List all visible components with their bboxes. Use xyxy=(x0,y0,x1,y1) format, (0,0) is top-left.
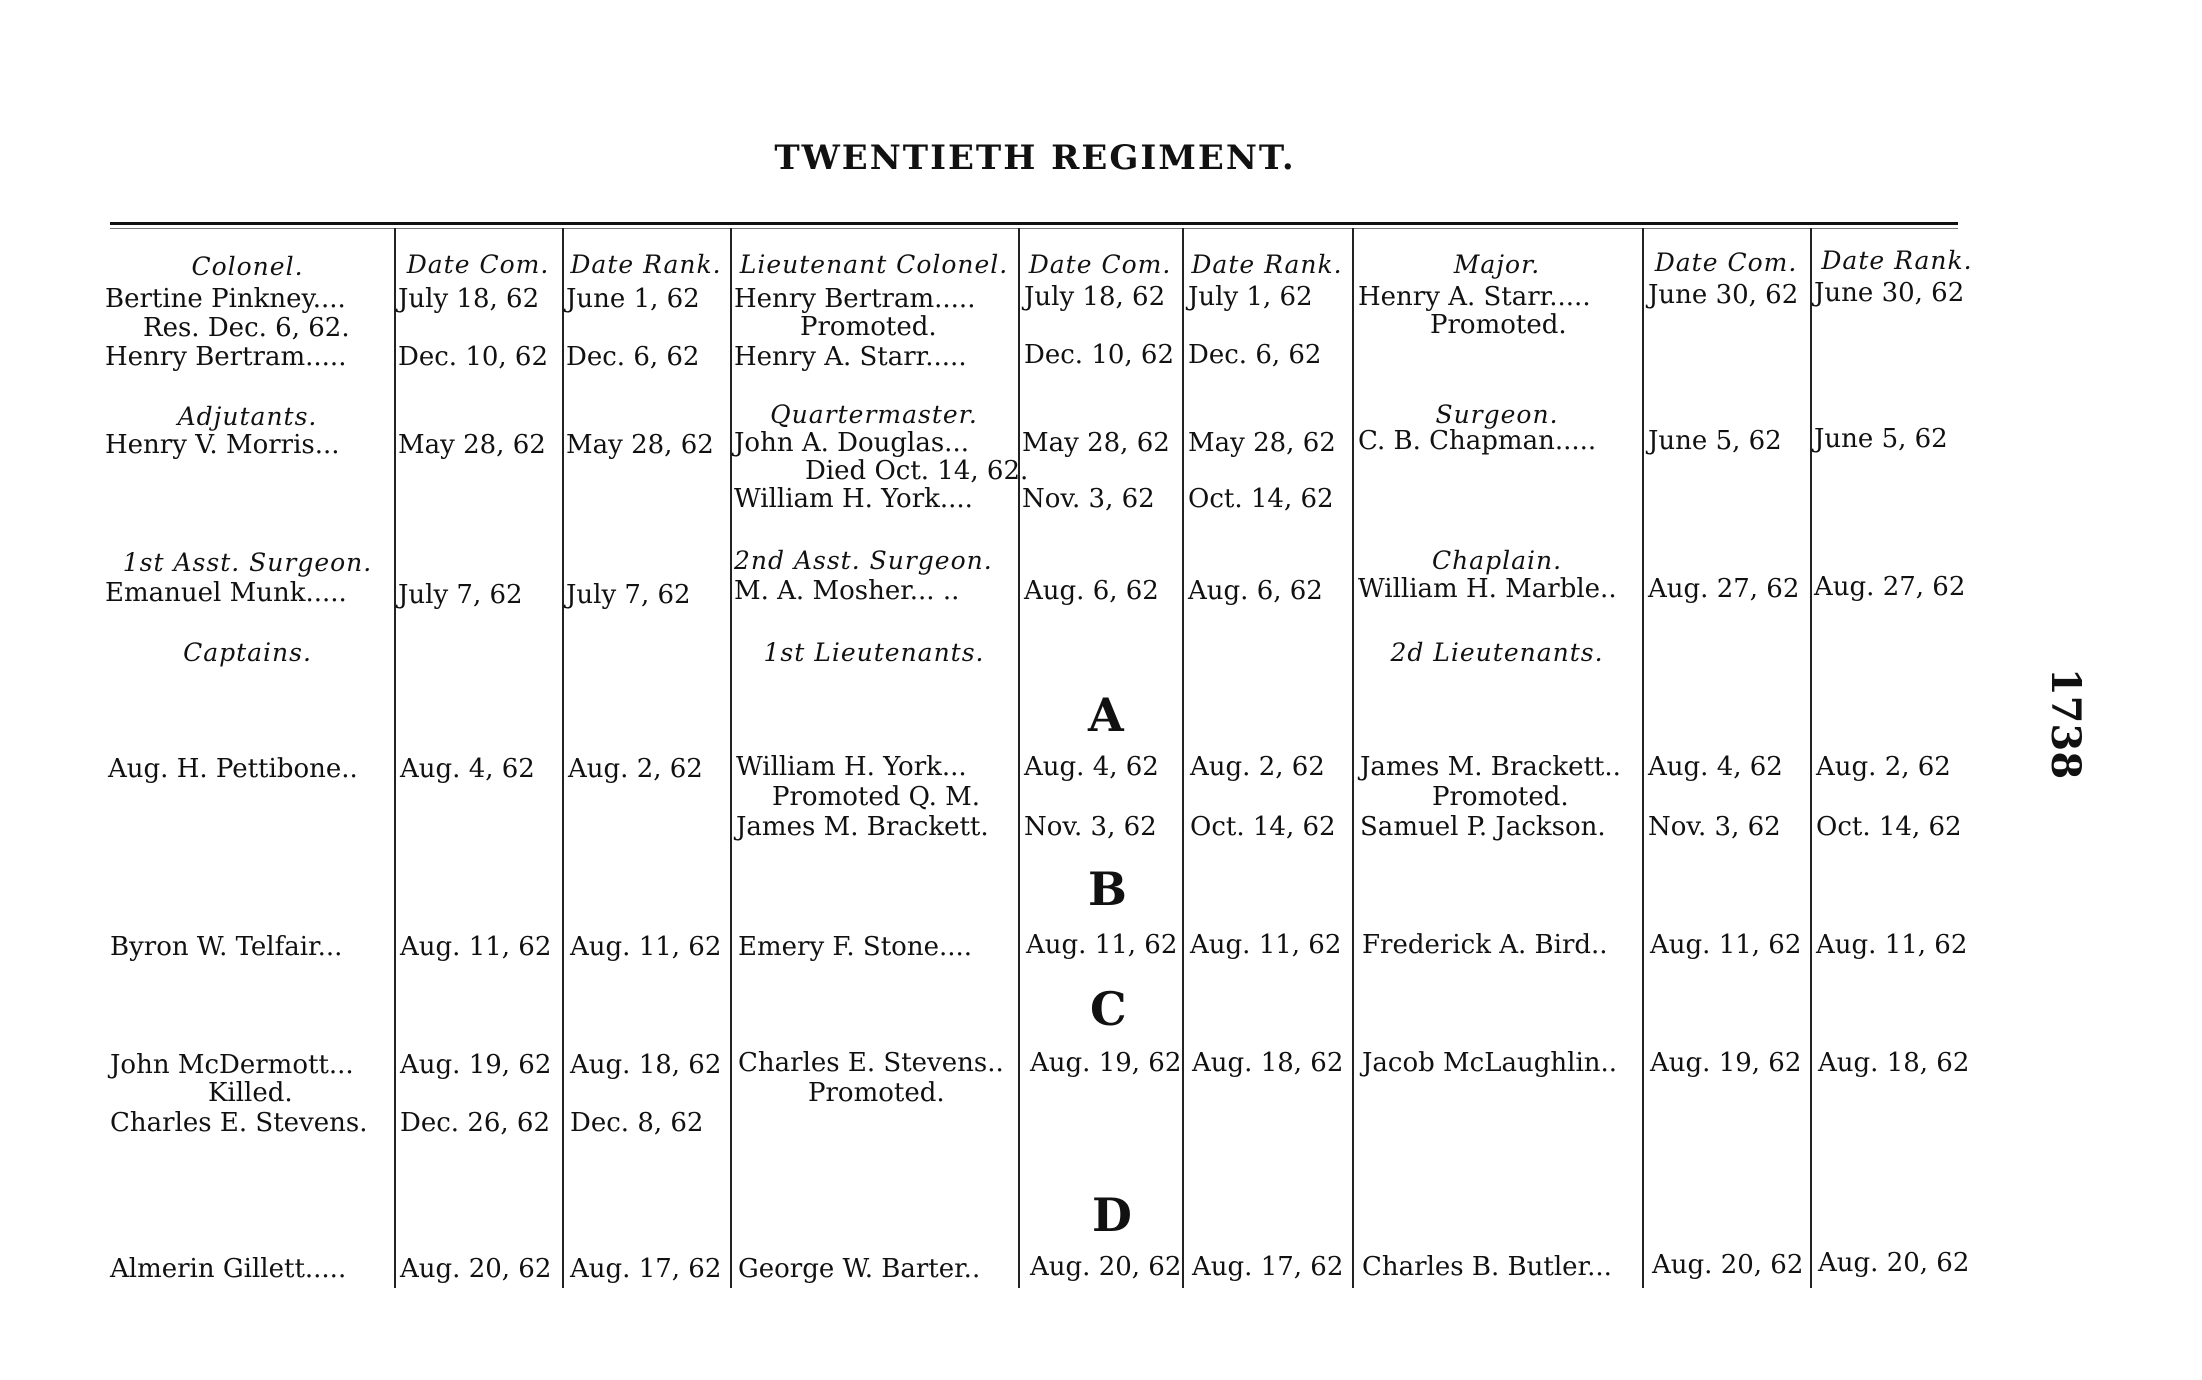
header-date-rank: Date Rank. xyxy=(1191,250,1343,279)
entry-date-com: Aug. 4, 62 xyxy=(1648,752,1783,782)
entry-date-com: Aug. 20, 62 xyxy=(1030,1252,1182,1282)
entry-date-com: July 18, 62 xyxy=(1024,282,1166,312)
entry-date-com: May 28, 62 xyxy=(398,430,546,460)
entry-date-com: Nov. 3, 62 xyxy=(1022,484,1155,514)
company-letter: D xyxy=(1092,1188,1132,1242)
top-rule-light xyxy=(110,228,1958,229)
entry-date-rank: Oct. 14, 62 xyxy=(1188,484,1334,514)
entry-name: James M. Brackett.. xyxy=(1360,752,1621,782)
entry-note: Res. Dec. 6, 62. xyxy=(143,313,350,343)
entry-note: Promoted. xyxy=(800,312,937,342)
entry-date-rank: June 30, 62 xyxy=(1814,278,1965,308)
entry-date-rank: Dec. 6, 62 xyxy=(1188,340,1322,370)
entry-name: William H. York.... xyxy=(734,484,973,514)
column-divider xyxy=(394,228,396,1288)
entry-date-rank: Aug. 17, 62 xyxy=(1192,1252,1344,1282)
entry-date-com: May 28, 62 xyxy=(1022,428,1170,458)
entry-date-com: Aug. 19, 62 xyxy=(1030,1048,1182,1078)
entry-name: Almerin Gillett..... xyxy=(110,1254,347,1284)
entry-date-rank: Dec. 8, 62 xyxy=(570,1108,704,1138)
entry-date-rank: Aug. 18, 62 xyxy=(570,1050,722,1080)
entry-date-com: June 30, 62 xyxy=(1648,280,1799,310)
entry-date-com: Aug. 4, 62 xyxy=(400,754,535,784)
entry-name: Emanuel Munk..... xyxy=(105,578,347,608)
column-divider xyxy=(1352,228,1354,1288)
company-letter: A xyxy=(1088,688,1124,742)
entry-date-com: Aug. 19, 62 xyxy=(400,1050,552,1080)
entry-date-com: Dec. 26, 62 xyxy=(400,1108,551,1138)
entry-name: Bertine Pinkney.... xyxy=(105,284,346,314)
header-date-com: Date Com. xyxy=(1654,248,1798,277)
column-divider xyxy=(1642,228,1644,1288)
entry-date-rank: Aug. 11, 62 xyxy=(570,932,722,962)
entry-date-com: July 18, 62 xyxy=(398,284,540,314)
entry-date-rank: Oct. 14, 62 xyxy=(1816,812,1962,842)
entry-date-rank: June 5, 62 xyxy=(1814,424,1948,454)
entry-name: Charles B. Butler... xyxy=(1362,1252,1612,1282)
header-lieutenant-colonel: Lieutenant Colonel. xyxy=(739,250,1009,279)
header-captains: Captains. xyxy=(183,638,312,667)
header-date-com: Date Com. xyxy=(1028,250,1172,279)
entry-name: John A. Douglas... xyxy=(734,428,969,458)
entry-name: C. B. Chapman..... xyxy=(1358,426,1597,456)
entry-note: Promoted Q. M. xyxy=(772,782,981,812)
entry-date-com: June 5, 62 xyxy=(1648,426,1782,456)
entry-date-rank: Aug. 18, 62 xyxy=(1192,1048,1344,1078)
entry-date-rank: May 28, 62 xyxy=(566,430,714,460)
column-divider xyxy=(730,228,732,1288)
entry-note: Promoted. xyxy=(1430,310,1567,340)
header-quartermaster: Quartermaster. xyxy=(770,400,978,429)
entry-date-rank: Aug. 11, 62 xyxy=(1190,930,1342,960)
header-second-lieutenants: 2d Lieutenants. xyxy=(1390,638,1604,667)
entry-note: Promoted. xyxy=(1432,782,1569,812)
entry-date-rank: July 7, 62 xyxy=(566,580,691,610)
entry-name: Henry Bertram..... xyxy=(734,284,976,314)
entry-date-com: Aug. 20, 62 xyxy=(400,1254,552,1284)
entry-name: Jacob McLaughlin.. xyxy=(1362,1048,1618,1078)
entry-date-com: Aug. 20, 62 xyxy=(1652,1250,1804,1280)
entry-date-rank: Dec. 6, 62 xyxy=(566,342,700,372)
entry-date-com: Aug. 11, 62 xyxy=(400,932,552,962)
header-colonel: Colonel. xyxy=(191,252,304,281)
entry-name: Aug. H. Pettibone.. xyxy=(108,754,358,784)
header-second-asst-surgeon: 2nd Asst. Surgeon. xyxy=(734,546,993,575)
header-adjutants: Adjutants. xyxy=(177,402,318,431)
entry-name: Henry A. Starr..... xyxy=(734,342,967,372)
company-letter: B xyxy=(1088,862,1127,916)
column-divider xyxy=(1018,228,1020,1288)
entry-date-com: Nov. 3, 62 xyxy=(1024,812,1157,842)
entry-date-rank: Aug. 18, 62 xyxy=(1818,1048,1970,1078)
entry-name: Charles E. Stevens. xyxy=(110,1108,368,1138)
entry-date-rank: Aug. 2, 62 xyxy=(1816,752,1951,782)
entry-name: Frederick A. Bird.. xyxy=(1362,930,1608,960)
entry-date-rank: Aug. 2, 62 xyxy=(568,754,703,784)
entry-date-rank: Aug. 6, 62 xyxy=(1188,576,1323,606)
entry-note: Killed. xyxy=(208,1078,293,1108)
column-divider xyxy=(1810,228,1812,1288)
header-surgeon: Surgeon. xyxy=(1435,400,1559,429)
entry-date-com: Dec. 10, 62 xyxy=(398,342,549,372)
entry-name: Charles E. Stevens.. xyxy=(738,1048,1004,1078)
header-date-rank: Date Rank. xyxy=(570,250,722,279)
entry-date-rank: May 28, 62 xyxy=(1188,428,1336,458)
header-chaplain: Chaplain. xyxy=(1431,546,1563,575)
header-major: Major. xyxy=(1453,250,1541,279)
entry-name: John McDermott... xyxy=(110,1050,354,1080)
entry-date-com: Aug. 19, 62 xyxy=(1650,1048,1802,1078)
entry-note: Died Oct. 14, 62. xyxy=(805,456,1029,486)
page-title: TWENTIETH REGIMENT. xyxy=(774,138,1296,178)
entry-name: Henry A. Starr..... xyxy=(1358,282,1591,312)
entry-date-com: Nov. 3, 62 xyxy=(1648,812,1781,842)
top-rule xyxy=(110,222,1958,225)
entry-name: William H. York... xyxy=(736,752,967,782)
entry-date-rank: Aug. 20, 62 xyxy=(1818,1248,1970,1278)
header-first-asst-surgeon: 1st Asst. Surgeon. xyxy=(122,548,373,577)
entry-note: Promoted. xyxy=(808,1078,945,1108)
entry-name: Henry Bertram..... xyxy=(105,342,347,372)
entry-date-com: Dec. 10, 62 xyxy=(1024,340,1175,370)
entry-date-com: Aug. 11, 62 xyxy=(1650,930,1802,960)
entry-name: William H. Marble.. xyxy=(1358,574,1617,604)
entry-date-rank: Aug. 27, 62 xyxy=(1814,572,1966,602)
entry-date-rank: Aug. 2, 62 xyxy=(1190,752,1325,782)
entry-name: M. A. Mosher... .. xyxy=(734,576,960,606)
header-date-rank: Date Rank. xyxy=(1821,246,1973,275)
entry-name: George W. Barter.. xyxy=(738,1254,981,1284)
entry-date-rank: June 1, 62 xyxy=(566,284,700,314)
entry-date-com: Aug. 4, 62 xyxy=(1024,752,1159,782)
entry-name: Samuel P. Jackson. xyxy=(1360,812,1606,842)
entry-name: James M. Brackett. xyxy=(736,812,989,842)
entry-date-com: Aug. 27, 62 xyxy=(1648,574,1800,604)
header-first-lieutenants: 1st Lieutenants. xyxy=(763,638,985,667)
entry-name: Emery F. Stone.... xyxy=(738,932,973,962)
entry-date-com: Aug. 6, 62 xyxy=(1024,576,1159,606)
entry-date-rank: Aug. 11, 62 xyxy=(1816,930,1968,960)
entry-date-rank: July 1, 62 xyxy=(1188,282,1313,312)
column-divider xyxy=(562,228,564,1288)
entry-name: Byron W. Telfair... xyxy=(110,932,343,962)
entry-date-rank: Aug. 17, 62 xyxy=(570,1254,722,1284)
entry-name: Henry V. Morris... xyxy=(105,430,340,460)
header-date-com: Date Com. xyxy=(406,250,550,279)
entry-date-rank: Oct. 14, 62 xyxy=(1190,812,1336,842)
page-number: 1738 xyxy=(2042,667,2090,780)
company-letter: C xyxy=(1090,982,1127,1036)
entry-date-com: Aug. 11, 62 xyxy=(1026,930,1178,960)
entry-date-com: July 7, 62 xyxy=(398,580,523,610)
column-divider xyxy=(1182,228,1184,1288)
